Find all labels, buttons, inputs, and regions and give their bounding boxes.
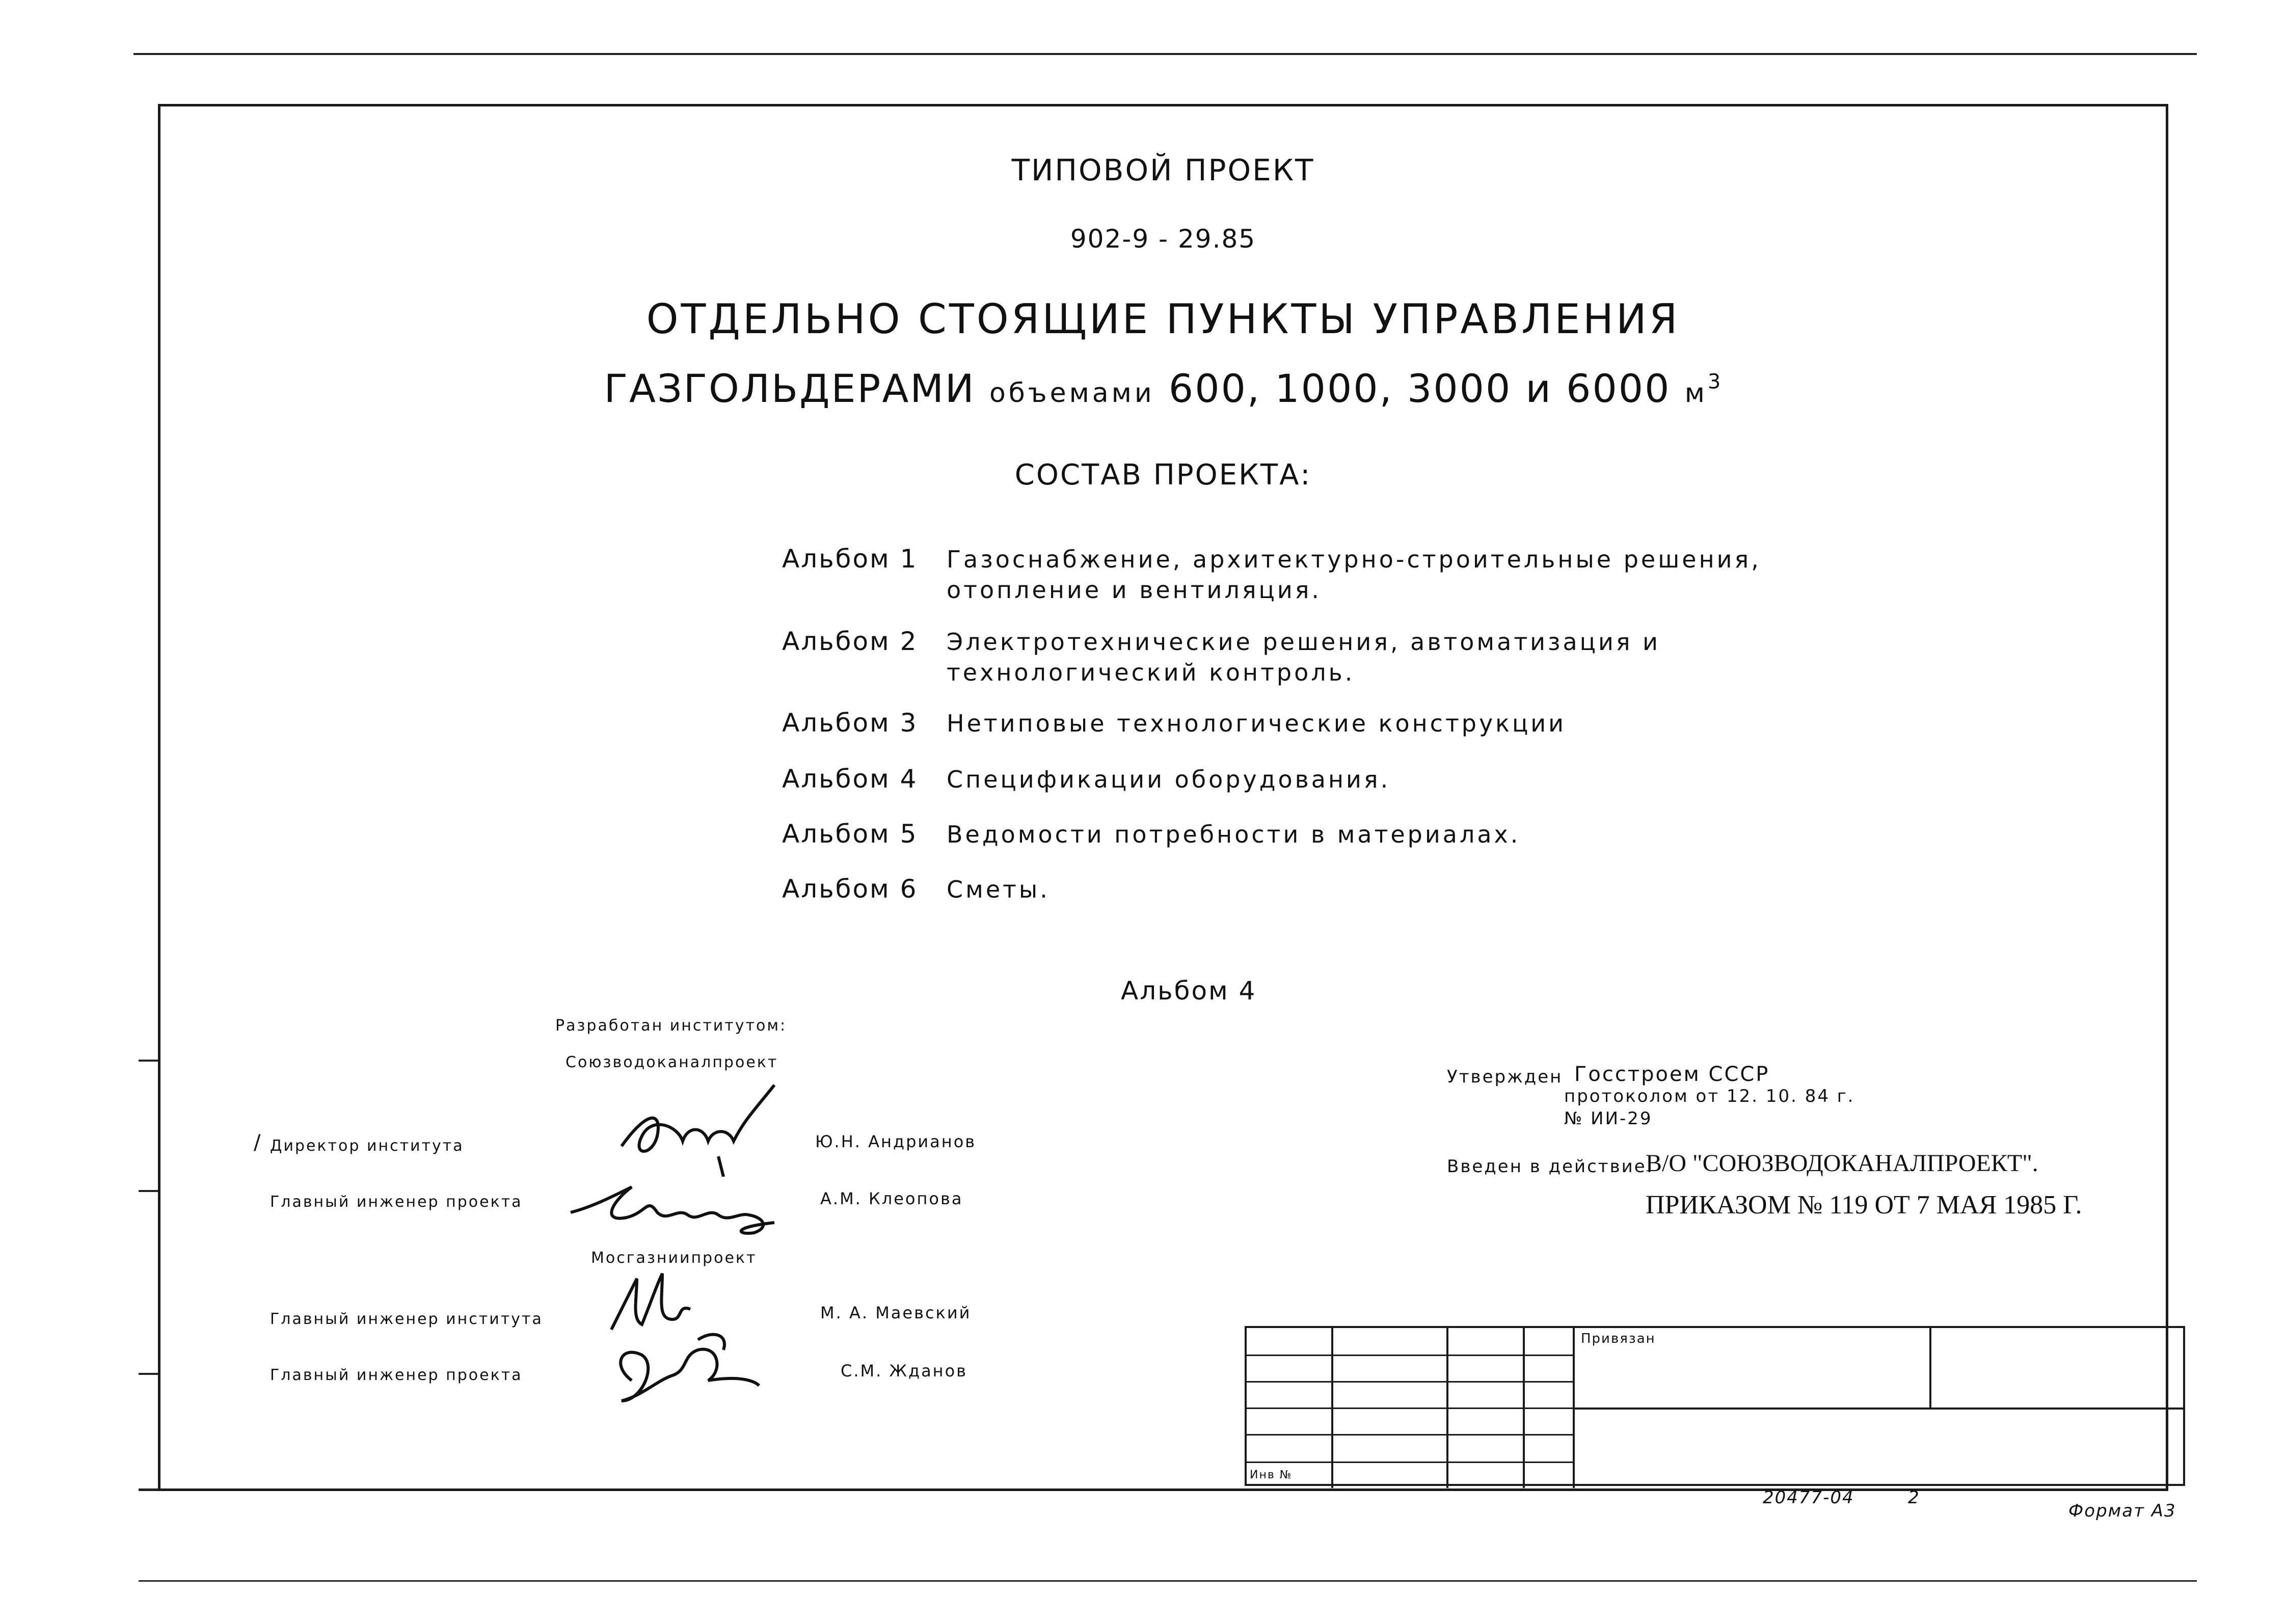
developer-org: Союзводоканалпроект [566,1053,778,1071]
signature-role: Директор института [270,1137,464,1155]
album-description-line: Спецификации оборудования. [947,766,1391,793]
margin-tick-3 [139,1373,159,1375]
title-volumes-values: 600, 1000, 3000 и 6000 [1168,366,1671,411]
approved-by: Госстроем СССР [1574,1063,1770,1086]
project-code: 902-9 - 29.85 [1070,224,1256,254]
second-org: Мосгазниипроект [591,1249,757,1267]
enactment-order: ПРИКАЗОМ № 119 ОТ 7 МАЯ 1985 Г. [1646,1190,2082,1220]
album-description [947,708,1566,739]
title-volumes-label: объемами [989,378,1155,409]
title-volume-unit: м [1684,378,1708,409]
project-type-title: ТИПОВОЙ ПРОЕКТ [1011,153,1315,187]
signature-name: М. А. Маевский [820,1303,972,1322]
album-description-line: Ведомости потребности в материалах. [947,821,1521,848]
album-description [947,627,1660,688]
bottom-frame-extension [139,1488,159,1491]
bottom-rule [139,1580,2197,1582]
album-description [947,544,1761,605]
current-album: Альбом 4 [1121,976,1257,1006]
developer-label: Разработан институтом: [555,1017,787,1035]
margin-tick-2 [139,1190,159,1192]
enacted-label: Введен в действие: [1447,1156,1654,1177]
margin-tick-1 [139,1060,159,1062]
signature-name: С.М. Жданов [841,1361,968,1381]
album-description-line: Сметы. [947,876,1050,903]
title-block-stamp [1245,1326,2185,1486]
top-rule [133,53,2197,55]
approved-label: Утвержден [1447,1067,1563,1087]
signature-role: Главный инженер проекта [270,1193,523,1211]
enacted-by: В/О "СОЮЗВОДОКАНАЛПРОЕКТ". [1646,1150,2038,1177]
handwritten-signature [601,1080,795,1177]
stamp-divider [1247,1408,1573,1409]
album-description-line: Газоснабжение, архитектурно-строительные решения, [947,546,1761,573]
stamp-divider [1573,1408,2185,1410]
stamp-divider [1247,1461,1573,1463]
album-label: Альбом 4 [782,764,918,794]
stamp-linked-label: Привязан [1581,1331,1656,1346]
stamp-divider [1929,1328,1931,1408]
album-description-line: Электротехнические решения, автоматизация и [947,628,1661,656]
document-number: 20477-04 [1763,1487,1854,1508]
album-description-line: Нетиповые технологические конструкции [947,710,1567,737]
signature-name: А.М. Клеопова [820,1189,963,1208]
composition-heading: СОСТАВ ПРОЕКТА: [1014,458,1312,492]
stamp-divider [1247,1381,1573,1383]
album-description [947,819,1520,850]
stamp-inventory-label: Инв № [1250,1469,1293,1481]
title-gasholders: ГАЗГОЛЬДЕРАМИ [604,366,976,411]
album-description [947,764,1390,795]
approval-protocol-number: № ИИ-29 [1564,1108,1653,1129]
project-title-line-2 [158,366,2168,411]
project-title-line-1: ОТДЕЛЬНО СТОЯЩИЕ ПУНКТЫ УПРАВЛЕНИЯ [646,295,1680,343]
paper-format: Формат А3 [2068,1501,2176,1521]
handwritten-signature [601,1324,764,1416]
stamp-divider [1247,1355,1573,1356]
album-label: Альбом 2 [782,627,918,656]
signature-name: Ю.Н. Андрианов [815,1132,977,1151]
signature-role: Главный инженер проекта [270,1366,523,1384]
album-label: Альбом 1 [782,544,918,574]
album-label: Альбом 3 [782,708,918,738]
title-volume-unit-sup: 3 [1707,370,1723,394]
stamp-divider [1247,1434,1573,1436]
signature-mark-prefix: / [254,1131,261,1154]
album-label: Альбом 5 [782,819,918,849]
sheet-number: 2 [1908,1487,1920,1508]
handwritten-signature [560,1167,785,1238]
signature-role: Главный инженер института [270,1310,543,1328]
album-description [947,874,1050,905]
album-label: Альбом 6 [782,874,918,904]
album-description-line: отопление и вентиляция. [947,576,1322,604]
album-description-line: технологический контроль. [947,659,1355,686]
approval-protocol: протоколом от 12. 10. 84 г. [1564,1086,1855,1106]
